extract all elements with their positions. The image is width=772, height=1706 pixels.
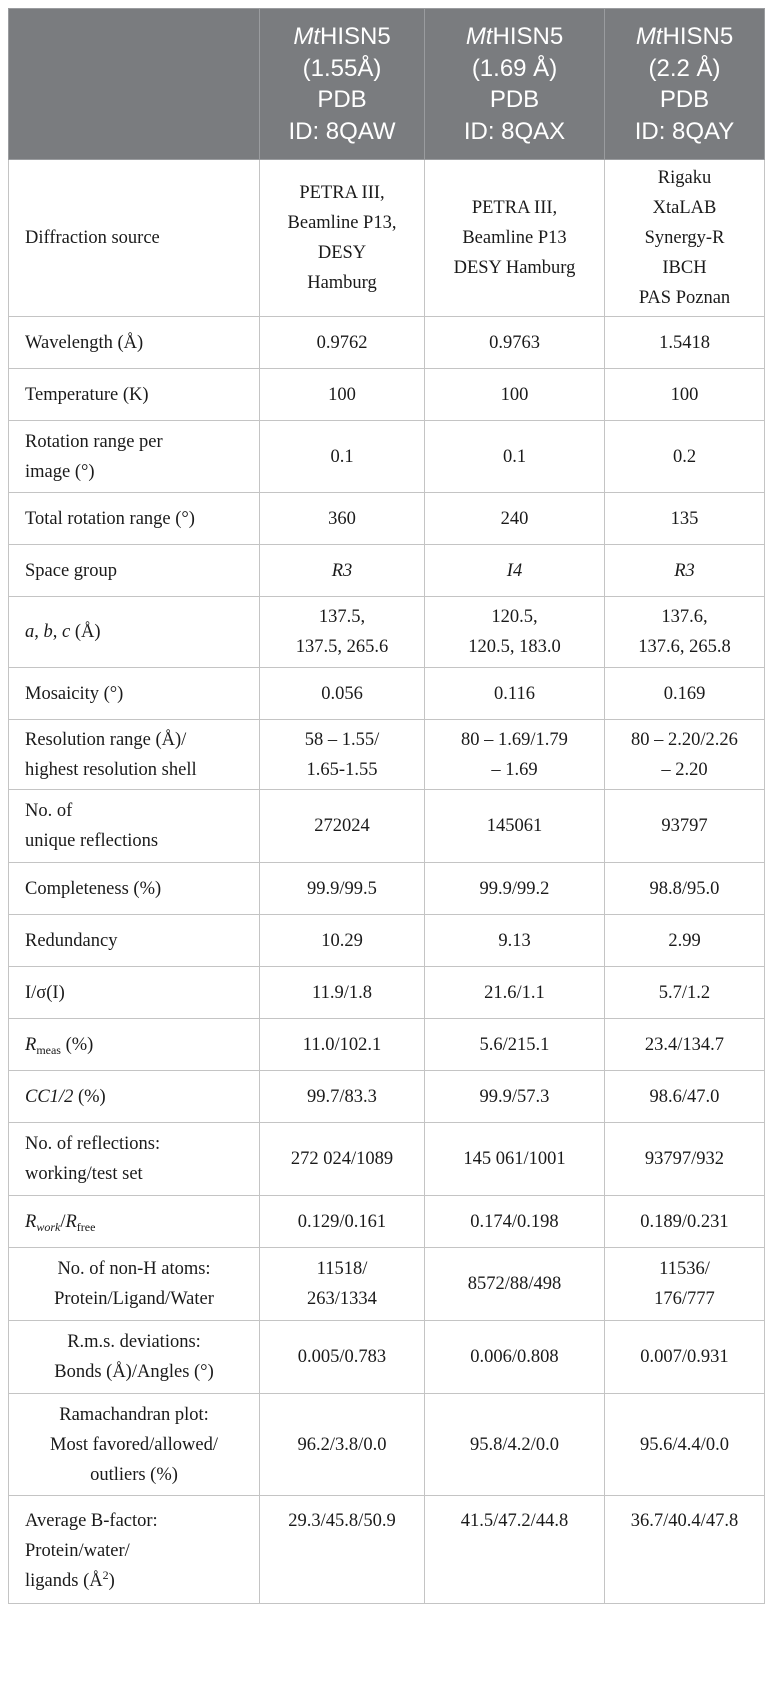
cell-value: 0.116 [425,668,605,720]
cell-value: 80 – 1.69/1.79 – 1.69 [425,720,605,790]
label-subscript-work: work [36,1219,61,1234]
table-row [9,1071,765,1123]
cell-value: 11536/ 176/777 [605,1248,765,1321]
crystallography-data-table [8,8,765,1604]
cell-value: 120.5, 120.5, 183.0 [425,597,605,668]
row-label: No. of reflections: working/test set [9,1123,260,1196]
row-label: Completeness (%) [9,863,260,915]
cell-value: 5.6/215.1 [425,1019,605,1071]
header-name-italic: Mt [465,23,493,50]
cell-value: 145061 [425,790,605,863]
cell-value: 137.6, 137.6, 265.8 [605,597,765,668]
row-label: a, b, c (Å) [9,597,260,668]
row-label [9,1496,260,1604]
cell-value: 10.29 [260,915,425,967]
cell-value: 0.129/0.161 [260,1196,425,1248]
header-cell-8qay [605,9,765,160]
cell-value: 100 [260,369,425,421]
cell-value: 58 – 1.55/ 1.65-1.55 [260,720,425,790]
label-cc: CC1/2 [25,1086,74,1107]
cell-value: 0.174/0.198 [425,1196,605,1248]
cell-value: 0.007/0.931 [605,1321,765,1394]
header-cell-8qax [425,9,605,160]
header-row [9,9,765,160]
cell-value: Rigaku XtaLAB Synergy-R IBCH PAS Poznan [605,160,765,317]
table-row [9,1321,765,1394]
row-label: Mosaicity (°) [9,668,260,720]
label-c: c [62,622,71,642]
cell-value: 137.5, 137.5, 265.6 [260,597,425,668]
cell-value: 95.8/4.2/0.0 [425,1394,605,1496]
table-row [9,668,765,720]
cell-value: 0.9762 [260,317,425,369]
table-row [9,1248,765,1321]
cell-value: 99.9/57.3 [425,1071,605,1123]
cell-value: 93797/932 [605,1123,765,1196]
cell-value: 99.9/99.5 [260,863,425,915]
row-label: Rotation range per image (°) [9,421,260,493]
row-label: Diffraction source [9,160,260,317]
cell-value: 0.189/0.231 [605,1196,765,1248]
cell-value: 11518/ 263/1334 [260,1248,425,1321]
header-name-italic: Mt [293,23,320,50]
cell-value: 240 [425,493,605,545]
cell-value: 80 – 2.20/2.26 – 2.20 [605,720,765,790]
cell-value: 98.6/47.0 [605,1071,765,1123]
cell-value: 99.7/83.3 [260,1071,425,1123]
cell-value: 36.7/40.4/47.8 [605,1496,765,1604]
cell-value: 93797 [605,790,765,863]
header-name: HISN5 [662,23,734,50]
row-label: Space group [9,545,260,597]
cell-value: 2.99 [605,915,765,967]
cell-value: 0.2 [605,421,765,493]
label-unit: (%) [77,1086,106,1107]
cell-value: I4 [425,545,605,597]
cell-value: 0.005/0.783 [260,1321,425,1394]
table-body [9,160,765,1604]
cell-value: 145 061/1001 [425,1123,605,1196]
table-row [9,863,765,915]
label-r: R [25,1034,37,1055]
table-row [9,967,765,1019]
row-label: No. of unique reflections [9,790,260,863]
row-label: Wavelength (Å) [9,317,260,369]
cell-value: 9.13 [425,915,605,967]
table-row [9,369,765,421]
cell-value: 135 [605,493,765,545]
label-rwork: R [25,1211,37,1232]
label-a: a [25,622,35,642]
label-rfree: R [65,1211,77,1232]
label-superscript: 2 [102,1568,109,1582]
cell-value: 100 [605,369,765,421]
cell-value: 0.1 [260,421,425,493]
cell-value: 272024 [260,790,425,863]
table-row [9,493,765,545]
table-row [9,160,765,317]
cell-value: 41.5/47.2/44.8 [425,1496,605,1604]
row-label [9,1196,260,1248]
row-label: Redundancy [9,915,260,967]
table-row [9,1394,765,1496]
cell-value: 5.7/1.2 [605,967,765,1019]
row-label: I/σ(I) [9,967,260,1019]
cell-value: R3 [605,545,765,597]
cell-value: 100 [425,369,605,421]
row-label [9,1071,260,1123]
header-detail: (1.69 Å) PDB ID: 8QAX [463,54,566,145]
cell-value: PETRA III, Beamline P13 DESY Hamburg [425,160,605,317]
label-subscript: meas [36,1042,61,1057]
table-row [9,1123,765,1196]
header-detail: (1.55Å) PDB ID: 8QAW [288,54,396,145]
header-name-italic: Mt [635,23,663,50]
row-label [9,1019,260,1071]
cell-value: 0.006/0.808 [425,1321,605,1394]
label-unit: (%) [65,1034,94,1055]
table-row [9,597,765,668]
cell-value: 8572/88/498 [425,1248,605,1321]
row-label: Total rotation range (°) [9,493,260,545]
table-header [9,9,765,160]
cell-value: 1.5418 [605,317,765,369]
label-close: ) [108,1571,115,1591]
table-row [9,317,765,369]
cell-value: 360 [260,493,425,545]
cell-value: 95.6/4.4/0.0 [605,1394,765,1496]
label-unit: (Å) [74,622,101,642]
row-label: No. of non-H atoms: Protein/Ligand/Water [9,1248,260,1321]
cell-value: 0.169 [605,668,765,720]
table-row [9,421,765,493]
cell-value: R3 [260,545,425,597]
table-row [9,1196,765,1248]
row-label: Temperature (K) [9,369,260,421]
header-name: HISN5 [319,23,391,50]
cell-value: 0.056 [260,668,425,720]
header-corner-cell [9,9,260,160]
cell-value: 0.1 [425,421,605,493]
row-label: Resolution range (Å)/ highest resolution shell [9,720,260,790]
cell-value: 11.0/102.1 [260,1019,425,1071]
header-name: HISN5 [492,23,564,50]
label-lines: Average B-factor: Protein/water/ ligands (Å [25,1511,158,1591]
cell-value: PETRA III, Beamline P13, DESY Hamburg [260,160,425,317]
label-separator: / [60,1211,66,1232]
cell-value: 21.6/1.1 [425,967,605,1019]
cell-value: 0.9763 [425,317,605,369]
cell-value: 96.2/3.8/0.0 [260,1394,425,1496]
label-b: b [43,622,53,642]
cell-value: 272 024/1089 [260,1123,425,1196]
cell-value: 23.4/134.7 [605,1019,765,1071]
cell-value: 99.9/99.2 [425,863,605,915]
header-cell-8qaw [260,9,425,160]
row-label: R.m.s. deviations: Bonds (Å)/Angles (°) [9,1321,260,1394]
row-label: Ramachandran plot: Most favored/allowed/ outliers (%) [9,1394,260,1496]
table-row [9,1019,765,1071]
header-detail: (2.2 Å) PDB ID: 8QAY [634,54,735,145]
table-row [9,720,765,790]
cell-value: 98.8/95.0 [605,863,765,915]
table-row [9,545,765,597]
table-row [9,790,765,863]
cell-value: 11.9/1.8 [260,967,425,1019]
table-row [9,1496,765,1604]
cell-value: 29.3/45.8/50.9 [260,1496,425,1604]
table-row [9,915,765,967]
label-subscript-free: free [76,1219,96,1234]
